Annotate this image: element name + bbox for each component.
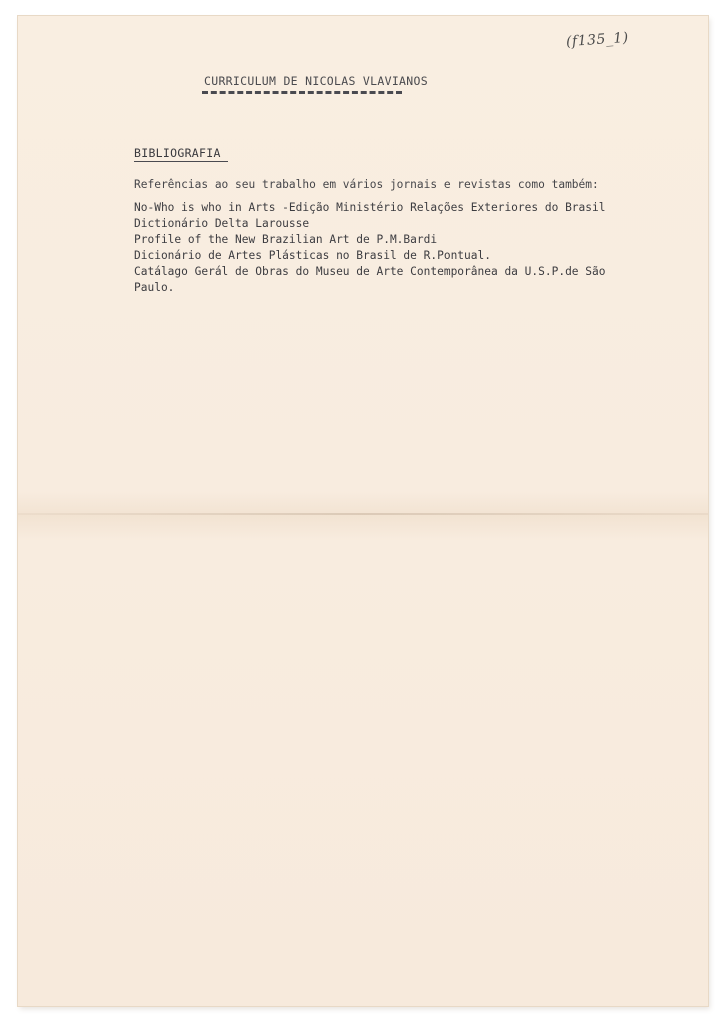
reference-line: No-Who is who in Arts -Edição Ministério Relações Exteriores do Brasil [134,201,606,214]
document-page [18,16,708,1006]
title-underline [202,91,402,94]
handwritten-archive-note: (f135_1) [565,29,630,51]
section-heading: BIBLIOGRAFIA [134,146,221,160]
reference-line: Catálago Gerál de Obras do Museu de Arte Contemporânea da U.S.P.de São [134,265,606,278]
reference-line: Dicionário de Artes Plásticas no Brasil de R.Pontual. [134,249,491,262]
section-underline [134,161,228,162]
paper-fold-line [18,513,708,515]
reference-line: Paulo. [134,281,175,294]
reference-list [134,200,605,296]
reference-line: Profile of the New Brazilian Art de P.M.Bardi [134,233,438,246]
reference-line: Dictionário Delta Larousse [134,217,310,230]
intro-text: Referências ao seu trabalho em vários jornais e revistas como também: [134,178,599,191]
document-title: CURRICULUM DE NICOLAS VLAVIANOS [204,74,428,88]
